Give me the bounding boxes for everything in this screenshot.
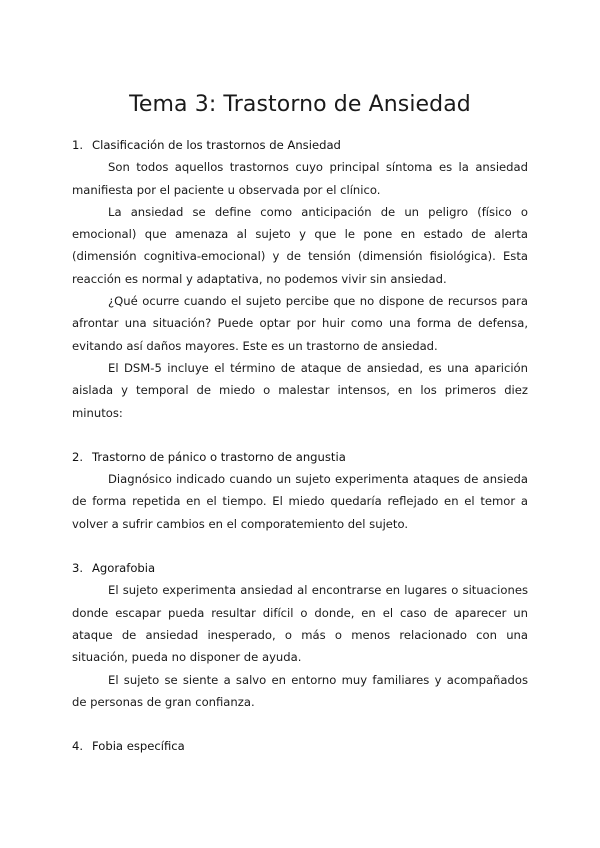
section-4 xyxy=(72,735,528,757)
section-heading xyxy=(72,557,528,579)
section-1 xyxy=(72,134,528,424)
section-number: 3. xyxy=(72,561,84,576)
paragraph: El sujeto se siente a salvo en entorno muy familiares y acompañados de personas de gran confianza. xyxy=(72,672,528,709)
section-number: 4. xyxy=(72,739,84,754)
paragraph: ¿Qué ocurre cuando el sujeto percibe que no dispone de recursos para afrontar una situación? Puede optar por huir como una forma de defensa, evitando así daños mayores. Este es un trastorno de ansiedad. xyxy=(72,294,528,353)
section-title: Clasificación de los trastornos de Ansiedad xyxy=(92,138,341,152)
section-title: Trastorno de pánico o trastorno de angustia xyxy=(92,449,346,464)
section-title: Agorafobia xyxy=(92,561,156,576)
paragraph: El DSM-5 incluye el término de ataque de ansiedad, es una aparición aislada y temporal de miedo o malestar intensos, en los primeros diez minutos: xyxy=(72,360,528,420)
section-heading xyxy=(72,735,528,757)
section-heading xyxy=(72,446,528,468)
section-heading xyxy=(72,134,528,156)
paragraph: Diagnósico indicado cuando un sujeto experimenta ataques de ansieda de forma repetida en el tiempo. El miedo quedaría reflejado en el temor a volver a sufrir cambios en el comporatemiento del sujeto. xyxy=(72,472,528,531)
section-2 xyxy=(72,446,528,535)
section-spacer xyxy=(72,535,528,557)
section-spacer xyxy=(72,424,528,446)
document-body xyxy=(72,134,528,757)
section-spacer xyxy=(72,713,528,735)
section-number: 2. xyxy=(72,449,84,464)
paragraph: La ansiedad se define como anticipación de un peligro (físico o emocional) que amenaza al sujeto y que le pone en estado de alerta (dimensión cognitiva-emocional) y de tensión (dimensión fisiológica). Esta reacción es normal y adaptativa, no podemos vivir sin ansiedad. xyxy=(72,204,528,286)
section-number: 1. xyxy=(72,138,84,152)
section-3 xyxy=(72,557,528,713)
paragraph: El sujeto experimenta ansiedad al encontrarse en lugares o situaciones donde escapar pueda resultar difícil o donde, en el caso de aparecer un ataque de ansiedad inesperado, o más o menos relacionado con una situación, pueda no disponer de ayuda. xyxy=(72,583,528,665)
section-title: Fobia específica xyxy=(92,739,185,754)
page-title: Tema 3: Trastorno de Ansiedad xyxy=(129,92,471,117)
paragraph: Son todos aquellos trastornos cuyo principal síntoma es la ansiedad manifiesta por el paciente u observada por el clínico. xyxy=(72,160,528,197)
